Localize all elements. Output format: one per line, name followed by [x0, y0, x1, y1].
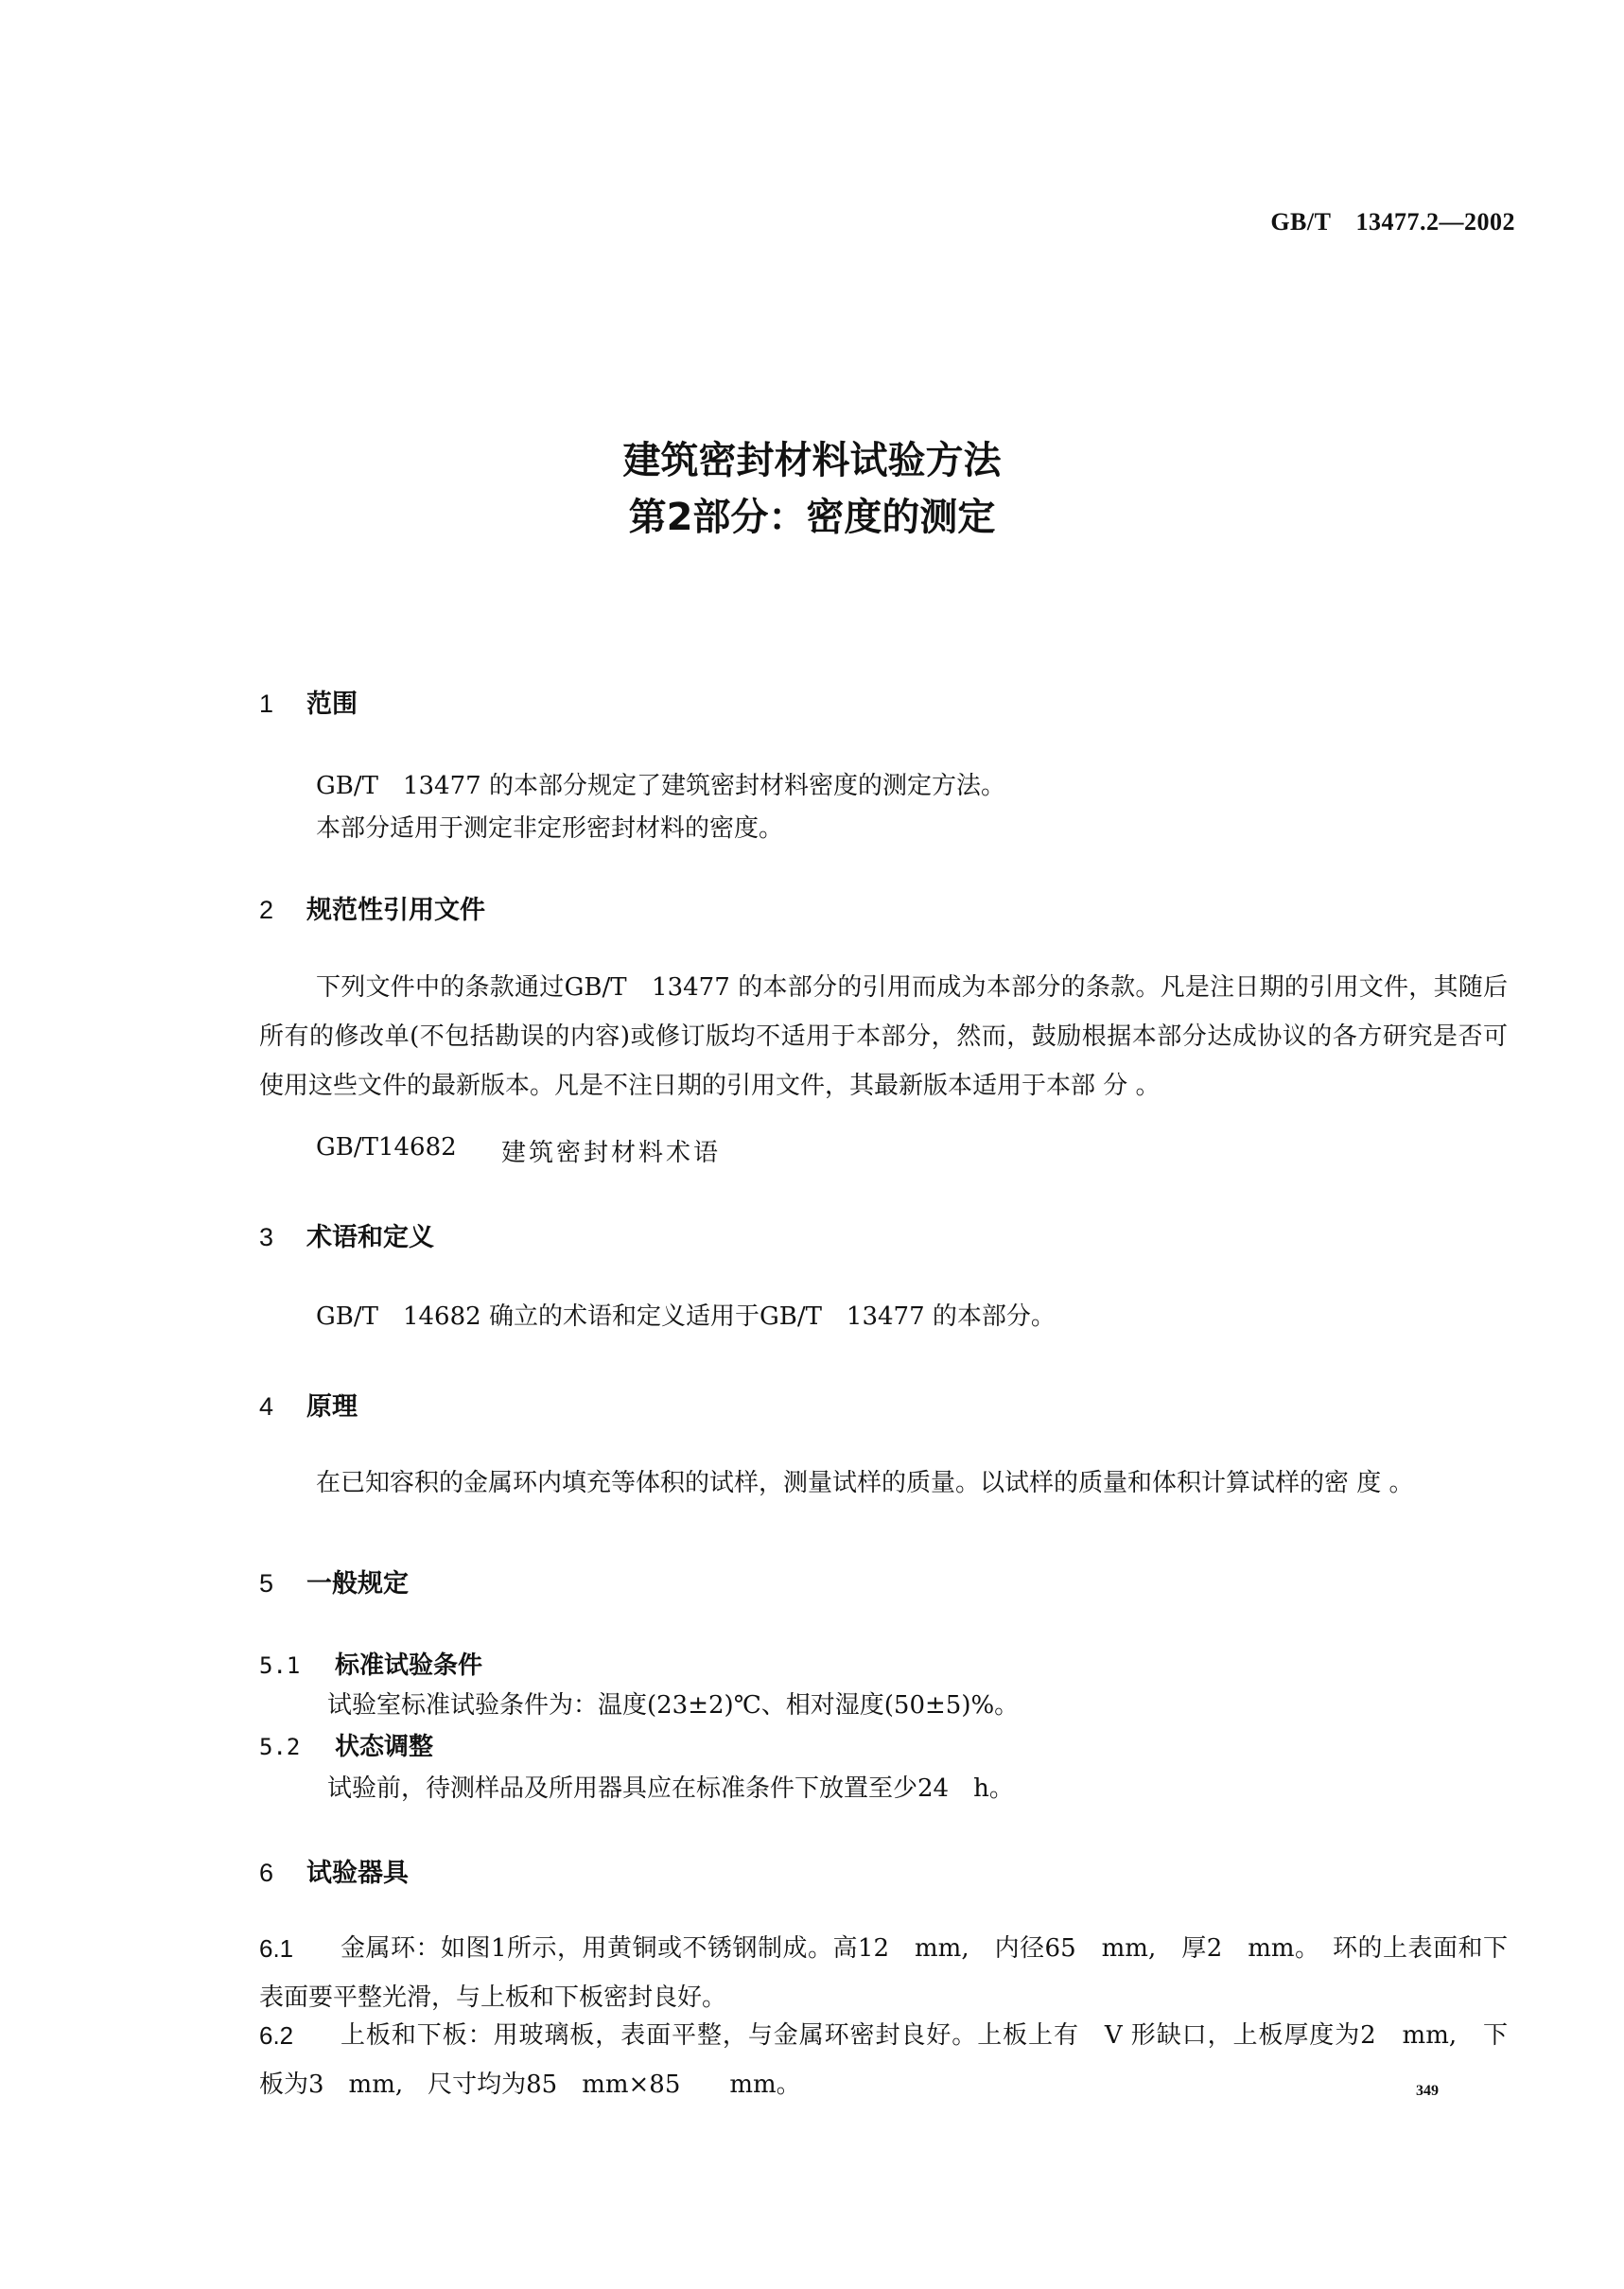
section-heading-5 [259, 1563, 409, 1599]
subsection-title: 标准试验条件 [335, 1651, 483, 1680]
standard-code: GB/T 13477.2—2002 [1270, 208, 1515, 236]
section-title: 术语和定义 [306, 1223, 434, 1252]
section-number: 3 [259, 1223, 274, 1251]
paragraph: GB/T 13477 的本部分规定了建筑密封材料密度的测定方法。 [316, 772, 1005, 800]
section-title: 一般规定 [306, 1569, 409, 1599]
subsection-heading-5-2 [259, 1727, 433, 1762]
section-number: 2 [259, 896, 274, 924]
paragraph: 金属环：如图1所示，用黄铜或不锈钢制成。高12 mm, 内径65 mm, 厚2 mm。 环的上表面和下表面要平整光滑，与上板和下板密封良好。 [259, 1934, 1508, 2012]
subsection-title: 状态调整 [335, 1733, 434, 1761]
paragraph: 上板和下板：用玻璃板，表面平整，与金属环密封良好。上板上有 V 形缺口，上板厚度为2 mm, 下 板为3 mm, 尺寸均为85 mm×85 mm。 [259, 2021, 1533, 2099]
section-title: 范围 [306, 690, 358, 719]
paragraph: 试验室标准试验条件为：温度(23±2)℃、相对湿度(50±5)%。 [327, 1691, 1020, 1720]
section-title: 试验器具 [306, 1859, 409, 1888]
paragraph: GB/T 14682 确立的术语和定义适用于GB/T 13477 的本部分。 [316, 1302, 1056, 1331]
section-heading-1 [259, 683, 358, 720]
subsection-number: 5.2 [259, 1734, 301, 1760]
paragraph: 在已知容积的金属环内填充等体积的试样，测量试样的质量。以试样的质量和体积计算试样的密 度 。 [316, 1469, 1414, 1497]
document-subtitle: 第2部分：密度的测定 [628, 496, 996, 539]
section-title: 原理 [306, 1392, 358, 1422]
subsection-heading-5-1 [259, 1646, 482, 1681]
reference-code: GB/T14682 [316, 1133, 457, 1162]
section-number: 5 [259, 1569, 274, 1598]
section-title: 规范性引用文件 [306, 896, 485, 925]
reference-title: 建筑密封材料术语 [501, 1139, 722, 1167]
section-number: 6 [259, 1859, 274, 1887]
section-number: 4 [259, 1392, 274, 1421]
subsection-number: 5.1 [259, 1652, 301, 1679]
section-heading-6 [259, 1852, 409, 1889]
paragraph: 试验前，待测样品及所用器具应在标准条件下放置至少24 h。 [327, 1774, 1014, 1803]
document-title: 建筑密封材料试验方法 [622, 439, 1002, 482]
clause-number: 6.1 [259, 1934, 294, 1963]
section-heading-4 [259, 1386, 358, 1423]
paragraph: 本部分适用于测定非定形密封材料的密度。 [316, 814, 784, 843]
clause-number: 6.2 [259, 2021, 294, 2050]
paragraph: 下列文件中的条款通过GB/T 13477 的本部分的引用而成为本部分的条款。凡是注日期的引用文件，其随后所有的修改单(不包括勘误的内容)或修订版均不适用于本部分，然而，鼓励根据本部分达成协议的各方研究是否可使用这些文件的最新版本。凡是不注日期的引用文件，其最新版本适用于本部 分 。 [259, 973, 1508, 1100]
section-number: 1 [259, 690, 274, 718]
section-heading-2 [259, 889, 485, 926]
page-number: 349 [1416, 2083, 1439, 2099]
section-heading-3 [259, 1216, 434, 1253]
